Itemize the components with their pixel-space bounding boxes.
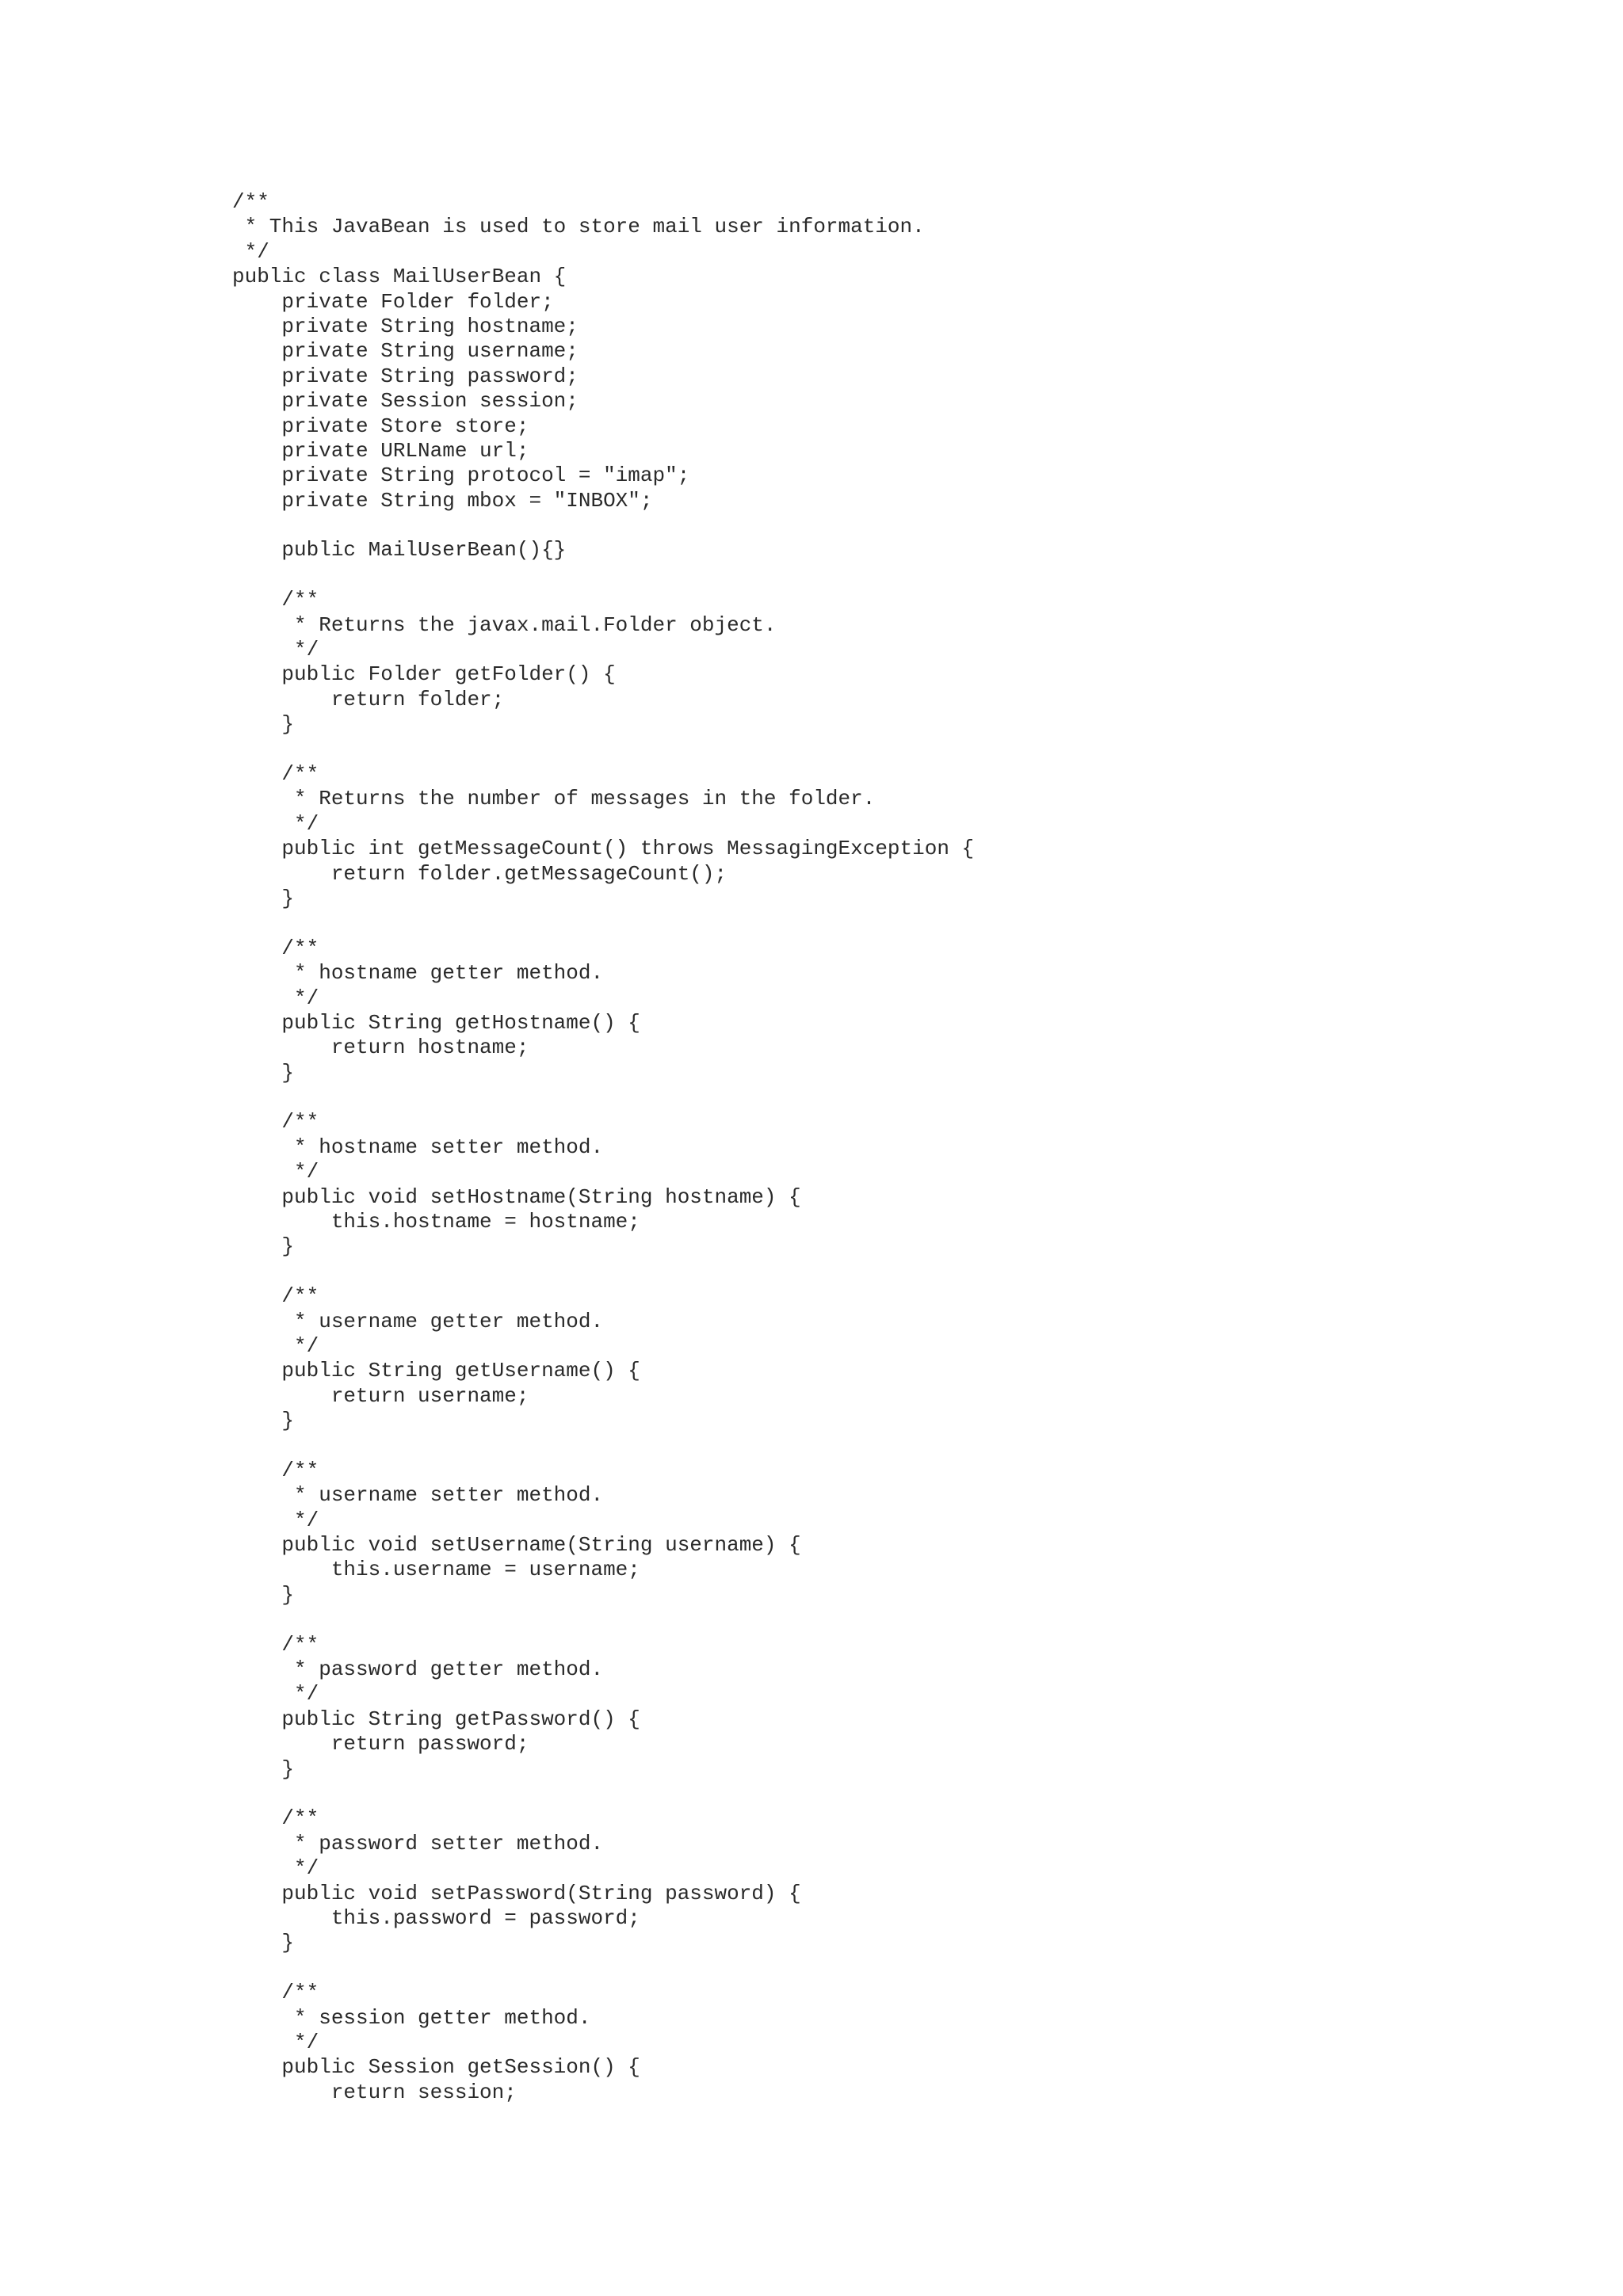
- code-line: }: [232, 1060, 295, 1085]
- code-line: [232, 911, 974, 936]
- code-line: private Session session;: [232, 389, 579, 414]
- code-line: public String getUsername() {: [232, 1359, 640, 1383]
- code-line: * Returns the javax.mail.Folder object.: [232, 612, 777, 637]
- code-line: return hostname;: [232, 1035, 529, 1060]
- code-line: /**: [232, 588, 319, 612]
- code-line: public class MailUserBean {: [232, 265, 567, 289]
- code-line: }: [232, 1931, 295, 1955]
- code-line: [232, 513, 974, 538]
- code-line: /**: [232, 1981, 319, 2005]
- code-line: public String getHostname() {: [232, 1010, 640, 1035]
- code-line: private URLName url;: [232, 438, 529, 463]
- code-line: /**: [232, 1458, 319, 1482]
- code-line: */: [232, 1160, 319, 1184]
- code-line: private String hostname;: [232, 314, 579, 338]
- code-line: */: [232, 1856, 319, 1881]
- code-line: public void setHostname(String hostname) {: [232, 1184, 801, 1209]
- code-listing: [232, 190, 974, 2105]
- code-line: private String protocol = "imap";: [232, 463, 690, 488]
- code-line: /**: [232, 190, 269, 214]
- code-line: this.hostname = hostname;: [232, 1210, 640, 1234]
- code-line: * session getter method.: [232, 2005, 591, 2030]
- code-line: * password setter method.: [232, 1831, 604, 1855]
- code-line: private String username;: [232, 339, 579, 364]
- code-line: public Session getSession() {: [232, 2055, 640, 2080]
- code-line: this.password = password;: [232, 1905, 640, 1930]
- code-line: private Folder folder;: [232, 289, 554, 314]
- code-line: */: [232, 638, 319, 662]
- code-line: [232, 1260, 974, 1284]
- code-line: [232, 563, 974, 588]
- code-line: [232, 738, 974, 762]
- code-line: */: [232, 1508, 319, 1532]
- code-line: * Returns the number of messages in the folder.: [232, 787, 876, 811]
- code-line: private String password;: [232, 364, 579, 388]
- code-line: [232, 1782, 974, 1806]
- code-line: [232, 1434, 974, 1459]
- code-line: /**: [232, 936, 319, 960]
- code-line: public void setPassword(String password) {: [232, 1881, 801, 1905]
- code-line: /**: [232, 1110, 319, 1135]
- code-line: [232, 1608, 974, 1632]
- code-line: public Folder getFolder() {: [232, 662, 616, 687]
- code-line: */: [232, 239, 269, 264]
- code-line: public MailUserBean(){}: [232, 538, 567, 563]
- code-line: * hostname getter method.: [232, 961, 604, 986]
- code-line: public int getMessageCount() throws MessagingException {: [232, 837, 975, 861]
- code-line: this.username = username;: [232, 1558, 640, 1582]
- code-line: /**: [232, 1632, 319, 1657]
- code-line: return folder.getMessageCount();: [232, 861, 727, 886]
- code-line: }: [232, 712, 295, 737]
- code-line: /**: [232, 1806, 319, 1831]
- code-line: * hostname setter method.: [232, 1135, 604, 1159]
- code-line: }: [232, 1756, 295, 1781]
- code-line: */: [232, 1682, 319, 1707]
- code-line: /**: [232, 761, 319, 786]
- code-line: * username getter method.: [232, 1309, 604, 1333]
- code-line: }: [232, 1234, 295, 1259]
- code-line: public String getPassword() {: [232, 1707, 640, 1731]
- code-line: }: [232, 1409, 295, 1433]
- code-line: */: [232, 986, 319, 1010]
- code-line: * This JavaBean is used to store mail user information.: [232, 215, 925, 239]
- code-line: public void setUsername(String username) {: [232, 1533, 801, 1558]
- code-line: return password;: [232, 1732, 529, 1756]
- code-line: [232, 1085, 974, 1110]
- code-line: return session;: [232, 2080, 517, 2104]
- code-line: * username setter method.: [232, 1483, 604, 1508]
- code-line: */: [232, 811, 319, 836]
- code-line: * password getter method.: [232, 1657, 604, 1682]
- code-line: */: [232, 2030, 319, 2054]
- code-line: private String mbox = "INBOX";: [232, 488, 653, 513]
- code-line: [232, 1956, 974, 1981]
- code-line: return username;: [232, 1383, 529, 1408]
- code-line: }: [232, 886, 295, 910]
- code-line: return folder;: [232, 687, 505, 711]
- code-line: private Store store;: [232, 414, 529, 438]
- code-line: */: [232, 1333, 319, 1358]
- code-line: /**: [232, 1284, 319, 1309]
- code-line: }: [232, 1582, 295, 1607]
